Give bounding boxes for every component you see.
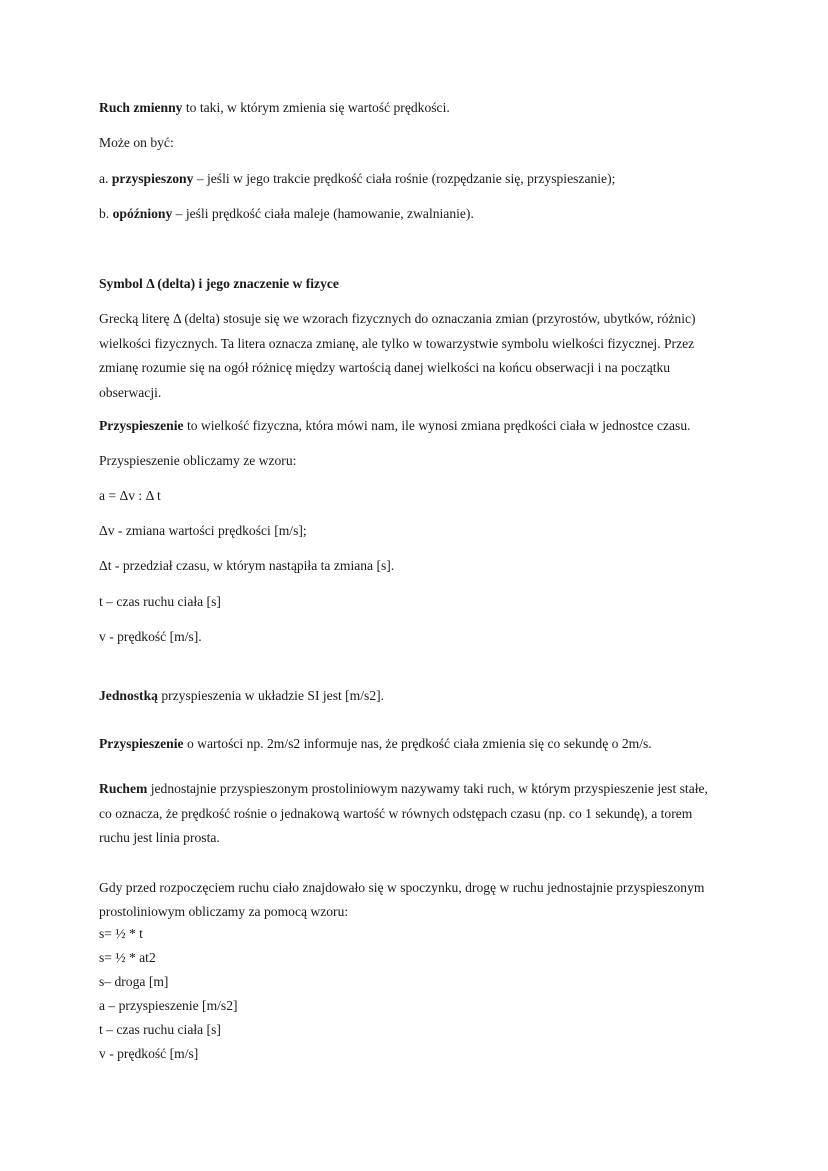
- acceleration-formula: a = Δv : Δ t: [99, 488, 161, 503]
- moze-line: Może on być:: [99, 135, 174, 150]
- example-text: o wartości np. 2m/s2 informuje nas, że prędkość ciała zmienia się co sekundę o 2m/s.: [183, 736, 652, 751]
- przyspieszenie-term: Przyspieszenie: [99, 418, 184, 433]
- uniform-line-2: co oznacza, że prędkość rośnie o jednakową wartość w równych odstępach czasu (np. co 1 sekundę), a torem: [99, 805, 693, 821]
- opozniony-text: – jeśli prędkość ciała maleje (hamowanie, zwalnianie).: [172, 206, 474, 221]
- uniform-term: Ruchem: [99, 781, 148, 796]
- delta-heading: [99, 275, 339, 293]
- delta-paragraph-line-1: Grecką literę Δ (delta) stosuje się we wzorach fizycznych do oznaczania zmian (przyrostów, ubytków, różnic): [99, 311, 696, 326]
- distance-formula-list: [99, 922, 739, 1066]
- przyspieszenie-def-text: to wielkość fizyczna, która mówi nam, ile wynosi zmiana prędkości ciała w jednostce czasu.: [183, 418, 691, 433]
- distance-formula-1: s= ½ * t: [99, 926, 143, 941]
- delta-paragraph-line-3: zmianę rozumie się na ogół różnicę między wartością danej wielkości na końcu obserwacji i na początku: [99, 360, 671, 375]
- distance-line-1: Gdy przed rozpoczęciem ruchu ciało znajdowało się w spoczynku, drogę w ruchu jednostajnie przyspieszonym: [99, 880, 705, 895]
- item-b-prefix: b.: [99, 206, 113, 221]
- przyspieszenie-definition: [99, 417, 691, 435]
- ruch-zmienny-line: [99, 99, 450, 117]
- distance-t-definition: t – czas ruchu ciała [s]: [99, 1022, 221, 1037]
- unit-line: [99, 687, 384, 705]
- przyspieszony-term: przyspieszony: [111, 171, 194, 186]
- distance-a-definition: a – przyspieszenie [m/s2]: [99, 998, 238, 1013]
- uniform-line-1-text: jednostajnie przyspieszonym prostoliniowym nazywamy taki ruch, w którym przyspieszenie jest stałe,: [147, 781, 708, 796]
- distance-paragraph: [99, 876, 739, 923]
- uniform-motion-paragraph: [99, 777, 739, 851]
- uniform-line-3: ruchu jest linia prosta.: [99, 830, 220, 845]
- uniform-line-1: [99, 777, 739, 802]
- przyspieszony-line: [99, 170, 615, 188]
- dt-definition: Δt - przedział czasu, w którym nastąpiła ta zmiana [s].: [99, 558, 395, 573]
- dv-definition: Δv - zmiana wartości prędkości [m/s];: [99, 523, 307, 538]
- delta-paragraph-line-4: obserwacji.: [99, 384, 162, 400]
- example-line: [99, 735, 652, 753]
- example-term: Przyspieszenie: [99, 736, 184, 751]
- distance-s-definition: s– droga [m]: [99, 974, 169, 989]
- ruch-zmienny-term: Ruch zmienny: [99, 100, 183, 115]
- delta-heading-text: Symbol Δ (delta) i jego znaczenie w fizyce: [99, 276, 339, 291]
- distance-line-2: prostoliniowym obliczamy za pomocą wzoru:: [99, 903, 349, 919]
- opozniony-term: opóźniony: [112, 206, 173, 221]
- delta-paragraph-line-2: wielkości fizycznych. Ta litera oznacza zmianę, ale tylko w towarzystwie symbolu wielkości fizycznej. Przez: [99, 335, 695, 351]
- t-definition: t – czas ruchu ciała [s]: [99, 594, 221, 609]
- v-definition: v - prędkość [m/s].: [99, 629, 202, 644]
- item-a-prefix: a.: [99, 171, 112, 186]
- przyspieszony-text: – jeśli w jego trakcie prędkość ciała rośnie (rozpędzanie się, przyspieszanie);: [193, 171, 616, 186]
- unit-text: przyspieszenia w układzie SI jest [m/s2].: [157, 688, 385, 703]
- delta-paragraph: [99, 307, 739, 405]
- formula-intro: Przyspieszenie obliczamy ze wzoru:: [99, 453, 297, 468]
- opozniony-line: [99, 205, 474, 223]
- distance-v-definition: v - prędkość [m/s]: [99, 1046, 199, 1061]
- ruch-zmienny-text: to taki, w którym zmienia się wartość prędkości.: [182, 100, 450, 115]
- unit-term: Jednostką: [99, 688, 158, 703]
- distance-formula-2: s= ½ * at2: [99, 950, 156, 965]
